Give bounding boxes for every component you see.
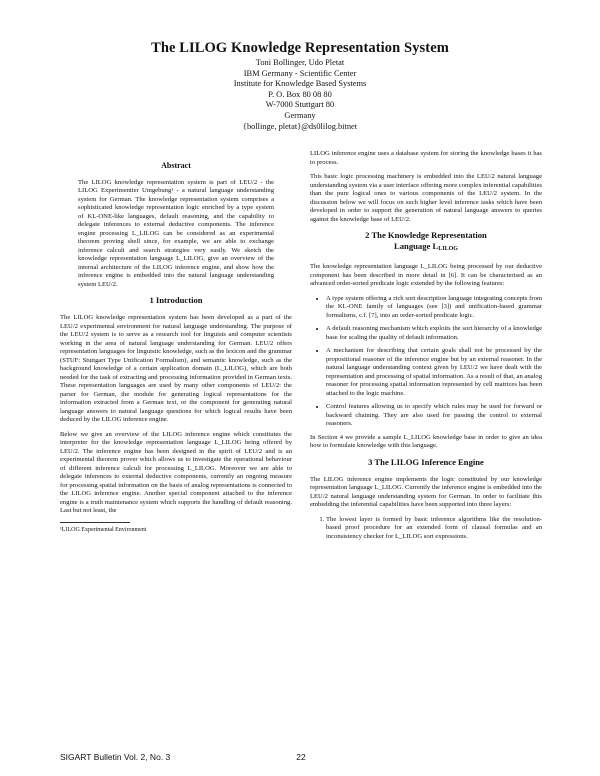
section-2-heading-line xyxy=(310,241,542,255)
paragraph: LILOG inference engine uses a database system for storing the knowledge bases it has to process. xyxy=(310,150,542,166)
list-item: • Control features allowing us to specify which rules may be used for forward or backward chaining. They are also used for passing the control to external reasoners. xyxy=(326,403,542,429)
author-line: {bollinge, pletat}@ds0lilog.bitnet xyxy=(242,121,358,131)
paragraph: In Section 4 we provide a sample L_LILOG knowledge base in order to give an idea how to formulate knowledge with this language. xyxy=(310,433,542,449)
footnote-divider xyxy=(60,522,130,523)
paragraph: Below we give an overview of the LILOG inference engine which constitutes the interpreter for the knowledge representation language L_LILOG being offered by LEU/2. The inference engine has been designed in the spirit of LEU/2 and is an experimental theorem prover which allows us to investigate the operational behaviour of different inference calculi for processing L_LILOG. Moreover we are able to delegate inferences to external deductive components, currently an ongoing measure for processing spatial information on the basis of analog representations is connected to the LILOG inference engine. Another special component attached to the inference engine is a truth maintenance system which supports the handling of default reasoning. Last but not least, the xyxy=(60,430,292,514)
section-2-heading-lang: Language L xyxy=(394,241,439,251)
section-3-heading: 3 The LILOG Inference Engine xyxy=(368,456,484,467)
page-number: 22 xyxy=(296,752,306,762)
feature-list xyxy=(310,295,542,429)
paper-title: The LILOG Knowledge Representation System xyxy=(151,40,449,56)
footnote: ¹LILOG Experimental Environment xyxy=(60,526,147,533)
author-line: W-7000 Stuttgart 80 xyxy=(265,100,335,110)
author-line: P. O. Box 80 08 80 xyxy=(268,89,332,99)
list-item: 1. The lowest layer is formed by basic inference algorithms like the resolution-based proof procedure for an extended form of clausal formulas and an inconsistency checker for L_LILOG sort expressions. xyxy=(326,516,542,542)
list-item: • A default reasoning mechanism which exploits the sort hierarchy of a knowledge base for scaling the quality of default information. xyxy=(326,325,542,342)
author-line: Institute for Knowledge Based Systems xyxy=(233,79,367,89)
layer-list xyxy=(310,516,542,542)
author-line: Toni Bollinger, Udo Pletat xyxy=(255,58,345,67)
paragraph: The knowledge representation language L_LILOG being processed by our deductive component has been described in more detail in [6]. It can be characterised as an advanced order-sorted predicate logic extended by the following features: xyxy=(310,263,542,287)
section-2-heading xyxy=(310,230,542,255)
author-line: Germany xyxy=(284,110,316,120)
author-line: IBM Germany - Scientific Center xyxy=(243,68,357,78)
abstract-heading: Abstract xyxy=(161,161,191,170)
footer-venue: SIGART Bulletin Vol. 2, No. 3 xyxy=(60,752,171,762)
right-column xyxy=(310,150,542,541)
left-column xyxy=(60,150,292,534)
lilog-subscript: LILOG xyxy=(438,246,458,252)
paragraph: The LILOG inference engine implements the logic constituted by our knowledge representation language L_LILOG. Currently the inference engine is embedded into the LEU/2 natural language understanding system for German. In order to facilitate this embedding the inferential capabilities have been supported into three layers: xyxy=(310,475,542,508)
author-block xyxy=(0,58,600,132)
section-2-heading-line: 2 The Knowledge Representation xyxy=(365,230,487,240)
list-item: • A mechanism for describing that certain goals shall not be processed by the propositional reasoner of the inference engine but by an external reasoner. In the natural language understanding context given by LEU/2 we have dealt with the representation and processing of spatial information. As a result of that, an analog reasoner for processing spatial information represented by cell matrices has been attached to the logic machine. xyxy=(326,347,542,398)
paragraph: This basic logic processing machinery is embedded into the LEU/2 natural language understanding system via a user interface offering more complex inferential capabilities than the pure logical ones to various components of the LEU/2 system. In the discussion below we will focus on such higher level inference tasks which have been developed in order to support the generation of natural language answers to queries against the knowledge base of LEU/2. xyxy=(310,173,542,223)
section-1-heading: 1 Introduction xyxy=(149,295,203,305)
list-item: • A type system offering a rich sort description language integrating concepts from the KL-ONE family of languages (see [3]) and unification-based grammar formalisms, c.f. [7], into an order-sorted predicate logic. xyxy=(326,295,542,321)
abstract-text: The LILOG knowledge representation system is part of LEU/2 - the LILOG Experimentier Umgebung¹ - a natural language understanding system for German. The knowledge representation system comprises a sophisticated knowledge representation logic enriched by a type system of KL-ONE-like languages, default reasoning, and the capability to delegate inferences to external deductive components. The inference engine processing L_LILOG can be considered as an experimental theorem proving shell since, for example, we are able to exchange inference calculi and search strategies very easily. We sketch the knowledge representation language L_LILOG, give an overview of the internal architecture of the LILOG inference engine, and show how the inference engine is embedded into the natural language understanding system LEU/2. xyxy=(78,178,274,288)
paragraph: The LILOG knowledge representation system has been developed as a part of the LEU/2 experimental environment for natural language understanding. The purpose of the LEU/2 system is to serve as a research tool for linguists and computer scientists working in the area of natural language understanding for German. LEU/2 offers representation languages for linguistic knowledge, such as the lexicon and the grammar (STUF: Stuttgart Type Unification Formalism), and semantic knowledge, such as the background knowledge of a certain application domain (L_LILOG), which are both needed for the task of extracting and processing information provided in German texts. These representation languages are used by many other components of LEU/2: the parser for German, the module for generating logical representations for the information extracted from a German text, or the component for generating natural language answers to natural language questions for which logical results have been deduced by the LILOG inference engine. xyxy=(60,314,292,423)
